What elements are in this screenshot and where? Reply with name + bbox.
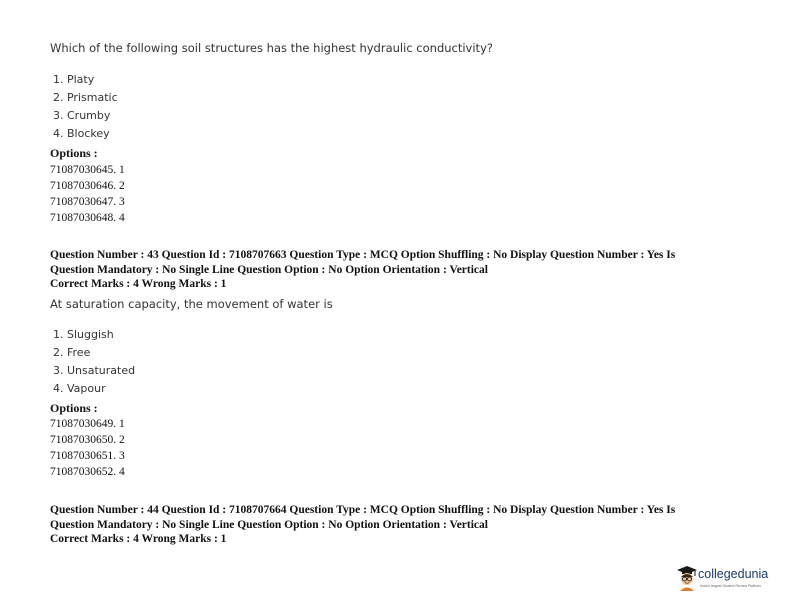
choice-item: 3. Unsaturated	[53, 364, 136, 377]
collegedunia-logo	[676, 565, 776, 593]
option-id: 71087030645. 1	[50, 164, 125, 176]
options-heading: Options :	[50, 146, 98, 160]
logo-wordmark: collegedunia	[698, 567, 769, 581]
option-id: 71087030650. 2	[50, 434, 125, 446]
question-42-text: Which of the following soil structures has the highest hydraulic conductivity?	[50, 41, 493, 55]
question-43-meta	[50, 248, 740, 292]
question-43-choices	[53, 326, 135, 398]
choice-item: 2. Prismatic	[53, 91, 118, 104]
option-id: 71087030649. 1	[50, 418, 125, 430]
question-44-meta	[50, 503, 740, 547]
question-43-option-ids	[50, 416, 125, 480]
choice-item: 3. Crumby	[53, 109, 111, 122]
choice-item: 4. Vapour	[53, 382, 106, 395]
logo-tagline: India's largest Student Review Platform	[700, 584, 761, 588]
option-id: 71087030646. 2	[50, 180, 125, 192]
question-43-text: At saturation capacity, the movement of water is	[50, 297, 333, 311]
question-42-choices	[53, 71, 118, 143]
option-id: 71087030648. 4	[50, 212, 125, 224]
marks-line: Correct Marks : 4 Wrong Marks : 1	[50, 278, 227, 290]
options-heading: Options :	[50, 401, 98, 415]
marks-line: Correct Marks : 4 Wrong Marks : 1	[50, 533, 227, 545]
option-id: 71087030651. 3	[50, 450, 125, 462]
meta-line: Question Number : 44 Question Id : 7108707664 Question Type : MCQ Option Shuffling : No Display Question Number : Yes Is	[50, 504, 676, 516]
choice-item: 1. Platy	[53, 73, 95, 86]
choice-item: 1. Sluggish	[53, 328, 114, 341]
graduate-mascot-icon	[676, 565, 698, 591]
option-id: 71087030652. 4	[50, 466, 125, 478]
option-id: 71087030647. 3	[50, 196, 125, 208]
question-42-option-ids	[50, 162, 125, 226]
meta-line: Question Mandatory : No Single Line Question Option : No Option Orientation : Vertical	[50, 263, 488, 276]
choice-item: 4. Blockey	[53, 127, 110, 140]
meta-line: Question Mandatory : No Single Line Question Option : No Option Orientation : Vertical	[50, 518, 488, 531]
meta-line: Question Number : 43 Question Id : 7108707663 Question Type : MCQ Option Shuffling : No Display Question Number : Yes Is	[50, 249, 676, 261]
choice-item: 2. Free	[53, 346, 91, 359]
